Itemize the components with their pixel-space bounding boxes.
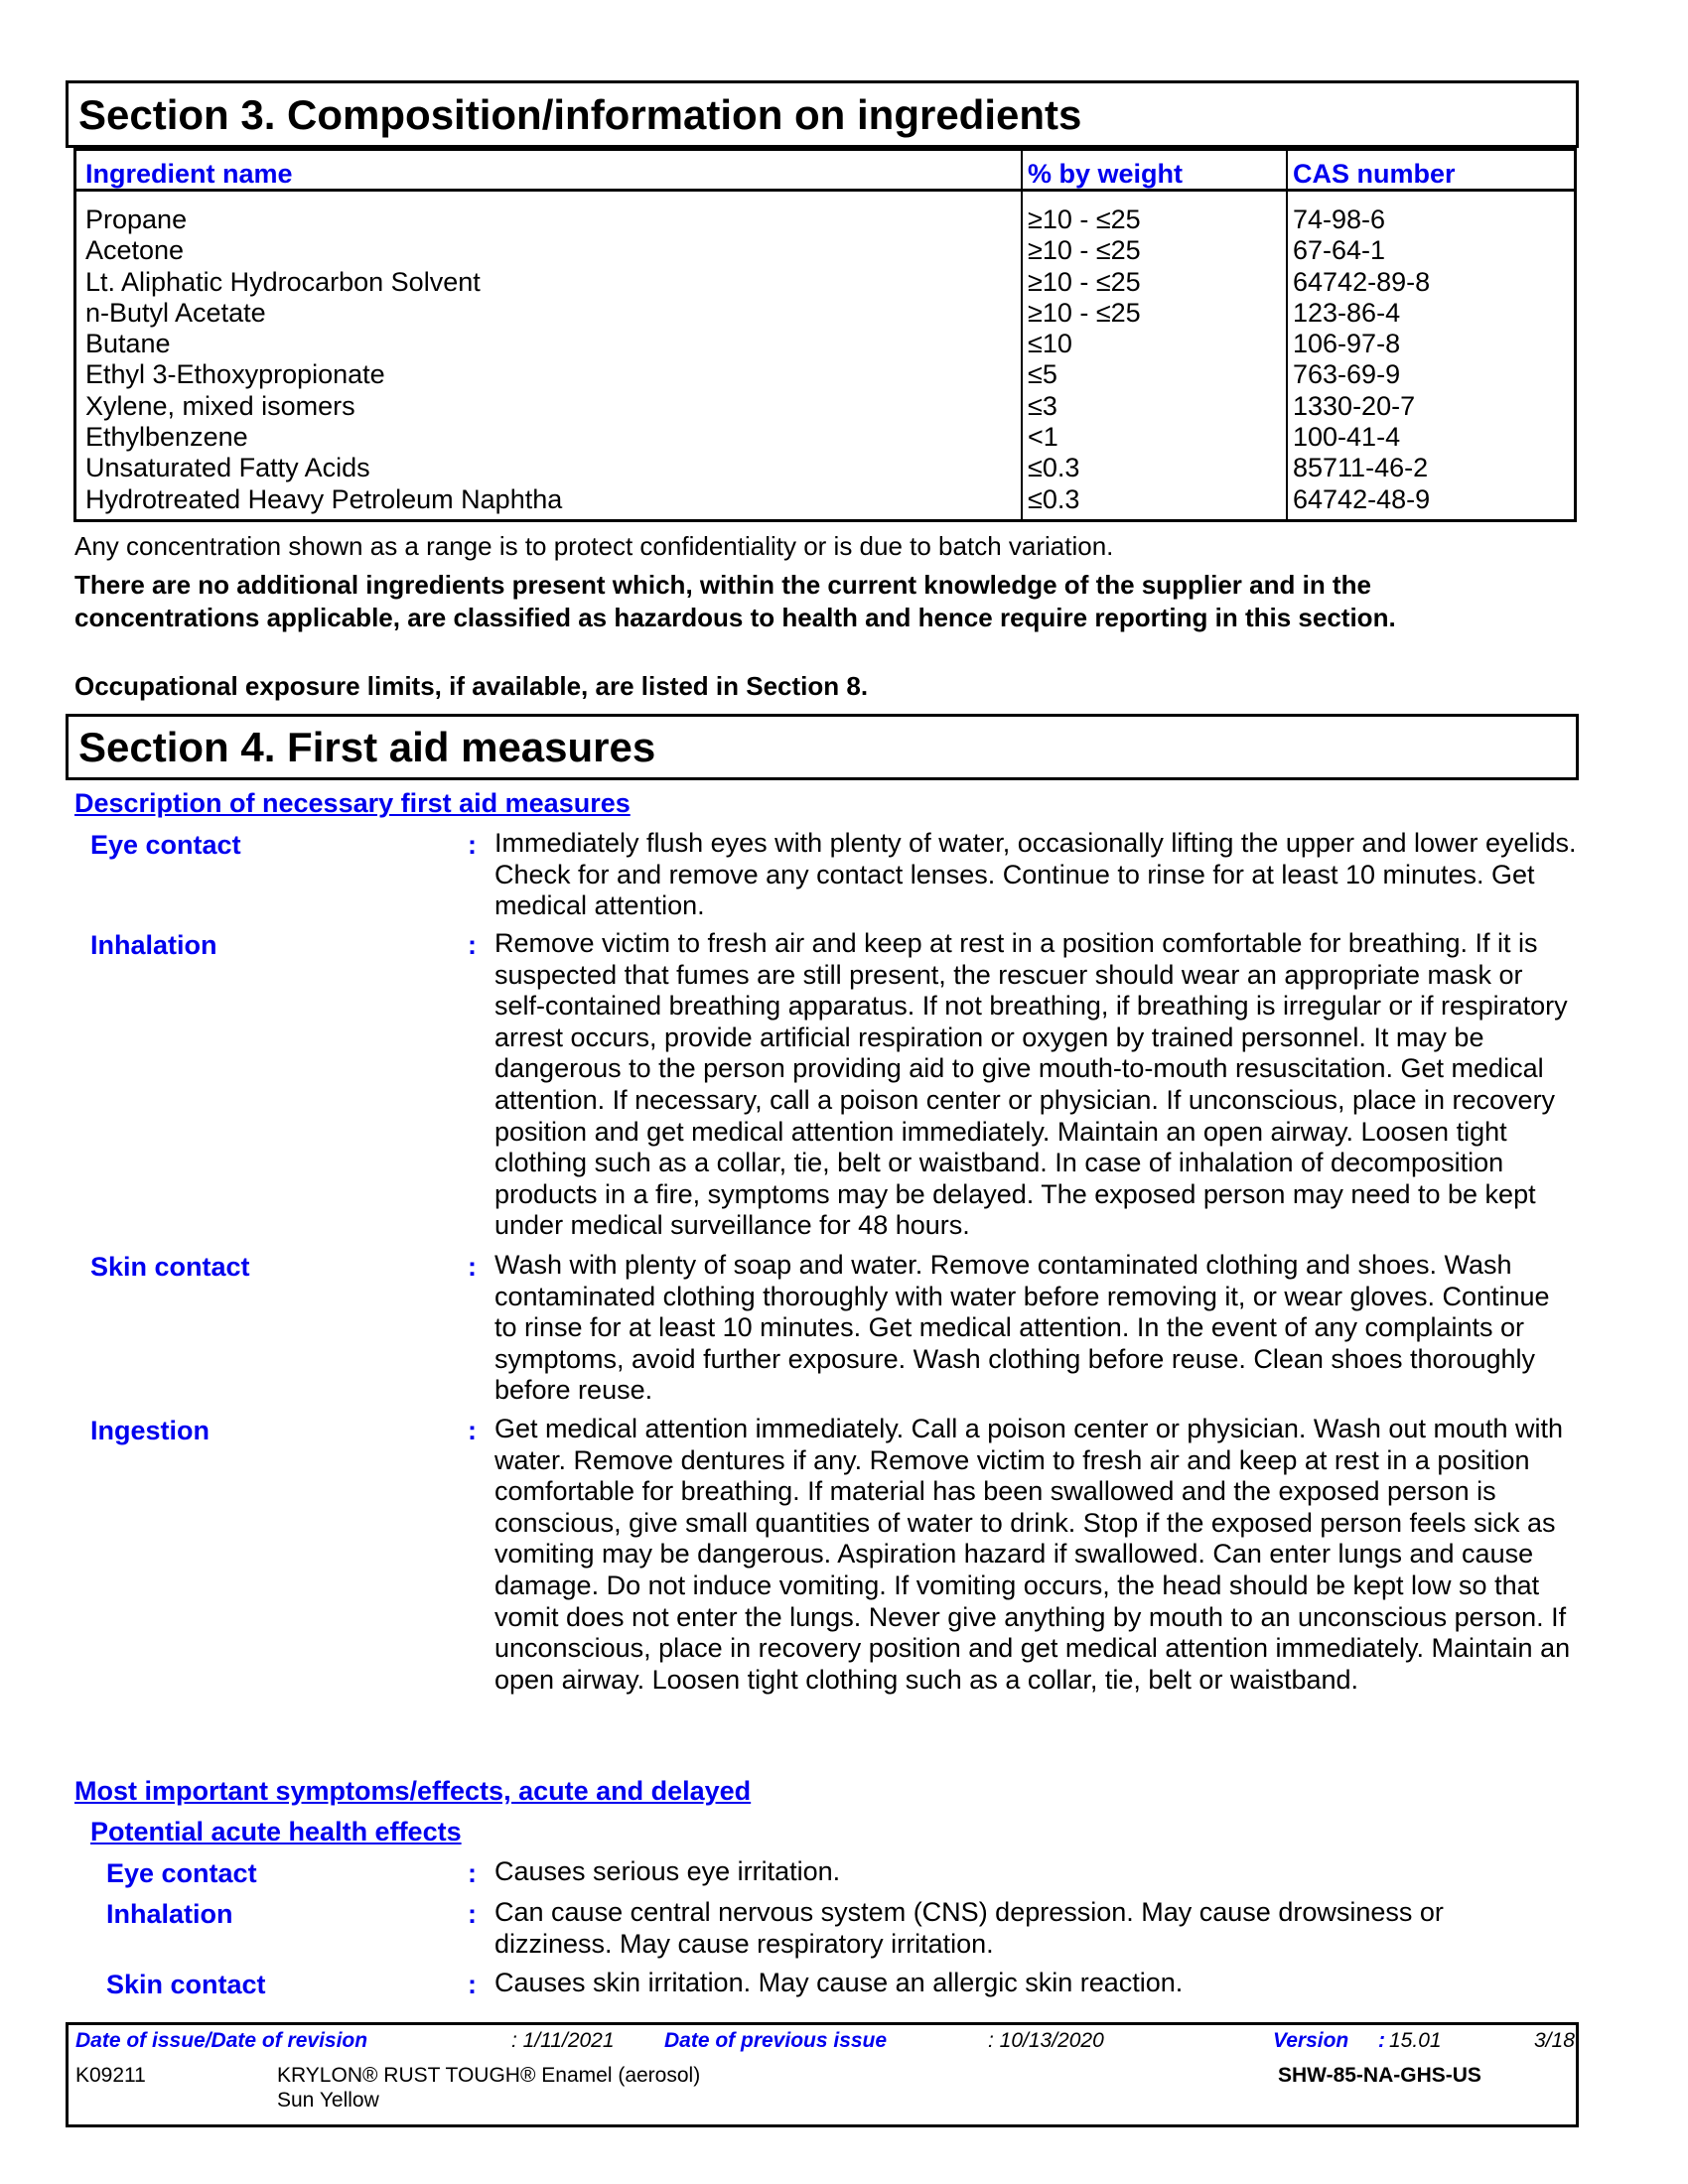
percent-weight: ≥10 - ≤25 xyxy=(1028,235,1141,266)
version-value: 15.01 xyxy=(1389,2029,1442,2052)
cas-number: 106-97-8 xyxy=(1293,329,1401,359)
cas-number: 67-64-1 xyxy=(1293,235,1386,266)
column-divider xyxy=(1021,151,1023,519)
acute-inhalation-text: Can cause central nervous system (CNS) depression. May cause drowsiness or dizziness. May cause respiratory irritation. xyxy=(494,1897,1444,1959)
ingredient-name: Propane xyxy=(85,205,188,234)
ingredient-name-column xyxy=(85,205,562,515)
ingredients-table xyxy=(73,148,1577,522)
acute-skin-contact-text: Causes skin irritation. May cause an allergic skin reaction. xyxy=(494,1968,1184,1997)
inhalation-label: Inhalation xyxy=(90,930,217,960)
version-colon: : xyxy=(1378,2029,1385,2052)
eye-contact-text: Immediately flush eyes with plenty of water, occasionally lifting the upper and lower eyelids. Check for and remove any contact lenses. Continue to rinse for at least 10 minutes. Get medical attention. xyxy=(494,828,1577,921)
symptoms-heading: Most important symptoms/effects, acute and delayed xyxy=(74,1776,752,1806)
header-percent-weight: % by weight xyxy=(1028,159,1184,189)
description-heading: Description of necessary first aid measures xyxy=(74,788,631,818)
colon: : xyxy=(468,1970,477,1999)
colon: : xyxy=(468,1416,477,1445)
ingredient-name: Ethylbenzene xyxy=(85,422,248,453)
range-note: Any concentration shown as a range is to protect confidentiality or is due to batch variation. xyxy=(74,531,1114,561)
column-divider xyxy=(1286,151,1288,519)
document-code: SHW-85-NA-GHS-US xyxy=(1278,2064,1481,2087)
percent-weight: ≥10 - ≤25 xyxy=(1028,205,1141,234)
percent-weight: ≤5 xyxy=(1028,359,1057,390)
section-3-title: Section 3. Composition/information on ingredients xyxy=(78,91,1082,138)
date-issue-value: : 1/11/2021 xyxy=(511,2029,615,2052)
occupational-exposure-note: Occupational exposure limits, if available, are listed in Section 8. xyxy=(74,671,869,701)
colon: : xyxy=(468,830,477,860)
product-code: K09211 xyxy=(75,2064,146,2087)
acute-skin-contact-label: Skin contact xyxy=(106,1970,266,1999)
ingredient-name: Hydrotreated Heavy Petroleum Naphtha xyxy=(85,483,563,514)
inhalation-text: Remove victim to fresh air and keep at rest in a position comfortable for breathing. If it is suspected that fumes are still present, the rescuer should wear an appropriate mask or self-contained breathing apparatus. If not breathing, if breathing is irregular or if respiratory arrest occurs, provide artificial respiration or oxygen by trained personnel. It may be dangerous to the person providing aid to give mouth-to-mouth resuscitation. Get medical attention. If necessary, call a poison center or physician. If unconscious, place in recovery position and get medical attention immediately. Maintain an open airway. Loosen tight clothing such as a collar, tie, belt or waistband. In case of inhalation of decomposition products in a fire, symptoms may be delayed. The exposed person may need to be kept under medical surveillance for 48 hours. xyxy=(494,928,1568,1241)
version-label: Version xyxy=(1273,2029,1349,2052)
header-cas-number: CAS number xyxy=(1293,159,1456,189)
cas-number: 763-69-9 xyxy=(1293,359,1401,390)
colon: : xyxy=(468,1899,477,1929)
header-ingredient-name: Ingredient name xyxy=(85,159,293,189)
cas-number: 85711-46-2 xyxy=(1293,453,1429,483)
cas-number: 64742-48-9 xyxy=(1293,483,1431,514)
acute-effects-heading: Potential acute health effects xyxy=(90,1817,462,1846)
cas-number-column xyxy=(1293,205,1430,515)
acute-eye-contact-label: Eye contact xyxy=(106,1858,257,1888)
date-issue-label: Date of issue/Date of revision xyxy=(75,2029,368,2052)
cas-number: 1330-20-7 xyxy=(1293,390,1416,421)
skin-contact-text: Wash with plenty of soap and water. Remove contaminated clothing and shoes. Wash contaminated clothing thoroughly with water before removing it, or wear gloves. Continue to rinse for at least 10 minutes. Get medical attention. In the event of any complaints or symptoms, avoid further exposure. Wash clothing before reuse. Clean shoes thoroughly before reuse. xyxy=(494,1250,1550,1406)
cas-number: 74-98-6 xyxy=(1293,205,1386,234)
percent-weight-column xyxy=(1028,205,1141,515)
cas-number: 123-86-4 xyxy=(1293,297,1401,328)
percent-weight: ≤0.3 xyxy=(1028,483,1080,514)
cas-number: 100-41-4 xyxy=(1293,422,1401,453)
no-additional-ingredients-line2: concentrations applicable, are classified as hazardous to health and hence require reporting in this section. xyxy=(74,603,1396,632)
product-color: Sun Yellow xyxy=(277,2089,379,2112)
acute-eye-contact-text: Causes serious eye irritation. xyxy=(494,1856,841,1886)
previous-issue-value: : 10/13/2020 xyxy=(988,2029,1104,2052)
colon: : xyxy=(468,1858,477,1888)
ingredient-name: Ethyl 3-Ethoxypropionate xyxy=(85,359,385,390)
ingredient-name: Acetone xyxy=(85,235,185,266)
page-number: 3/18 xyxy=(1534,2029,1575,2052)
cas-number: 64742-89-8 xyxy=(1293,266,1431,297)
ingredient-name: n-Butyl Acetate xyxy=(85,297,266,328)
ingredient-name: Unsaturated Fatty Acids xyxy=(85,453,370,483)
section-4-header xyxy=(66,714,1579,780)
colon: : xyxy=(468,1252,477,1282)
percent-weight: <1 xyxy=(1028,422,1058,453)
skin-contact-label: Skin contact xyxy=(90,1252,250,1282)
ingredient-name: Butane xyxy=(85,329,171,359)
percent-weight: ≥10 - ≤25 xyxy=(1028,266,1141,297)
ingestion-text: Get medical attention immediately. Call a poison center or physician. Wash out mouth with water. Remove dentures if any. Remove victim to fresh air and keep at rest in a position comfortable for breathing. If material has been swallowed and the exposed person is conscious, give small quantities of water to drink. Stop if the exposed person feels sick as vomiting may be dangerous. Aspiration hazard if swallowed. Can enter lungs and cause damage. Do not induce vomiting. If vomiting occurs, the head should be kept low so that vomit does not enter the lungs. Never give anything by mouth to an unconscious person. If unconscious, place in recovery position and get medical attention immediately. Maintain an open airway. Loosen tight clothing such as a collar, tie, belt or waistband. xyxy=(494,1414,1571,1695)
page-footer xyxy=(66,2022,1579,2127)
section-3-header xyxy=(66,80,1579,148)
percent-weight: ≤0.3 xyxy=(1028,453,1080,483)
colon: : xyxy=(468,930,477,960)
percent-weight: ≥10 - ≤25 xyxy=(1028,297,1141,328)
percent-weight: ≤10 xyxy=(1028,329,1072,359)
ingredient-name: Xylene, mixed isomers xyxy=(85,390,355,421)
acute-inhalation-label: Inhalation xyxy=(106,1899,233,1929)
eye-contact-label: Eye contact xyxy=(90,830,241,860)
no-additional-ingredients-line1: There are no additional ingredients present which, within the current knowledge of the supplier and in the xyxy=(74,570,1371,600)
section-4-title: Section 4. First aid measures xyxy=(78,724,656,770)
previous-issue-label: Date of previous issue xyxy=(664,2029,888,2052)
percent-weight: ≤3 xyxy=(1028,390,1057,421)
ingestion-label: Ingestion xyxy=(90,1416,210,1445)
ingredient-name: Lt. Aliphatic Hydrocarbon Solvent xyxy=(85,266,481,297)
product-name: KRYLON® RUST TOUGH® Enamel (aerosol) xyxy=(277,2064,701,2087)
